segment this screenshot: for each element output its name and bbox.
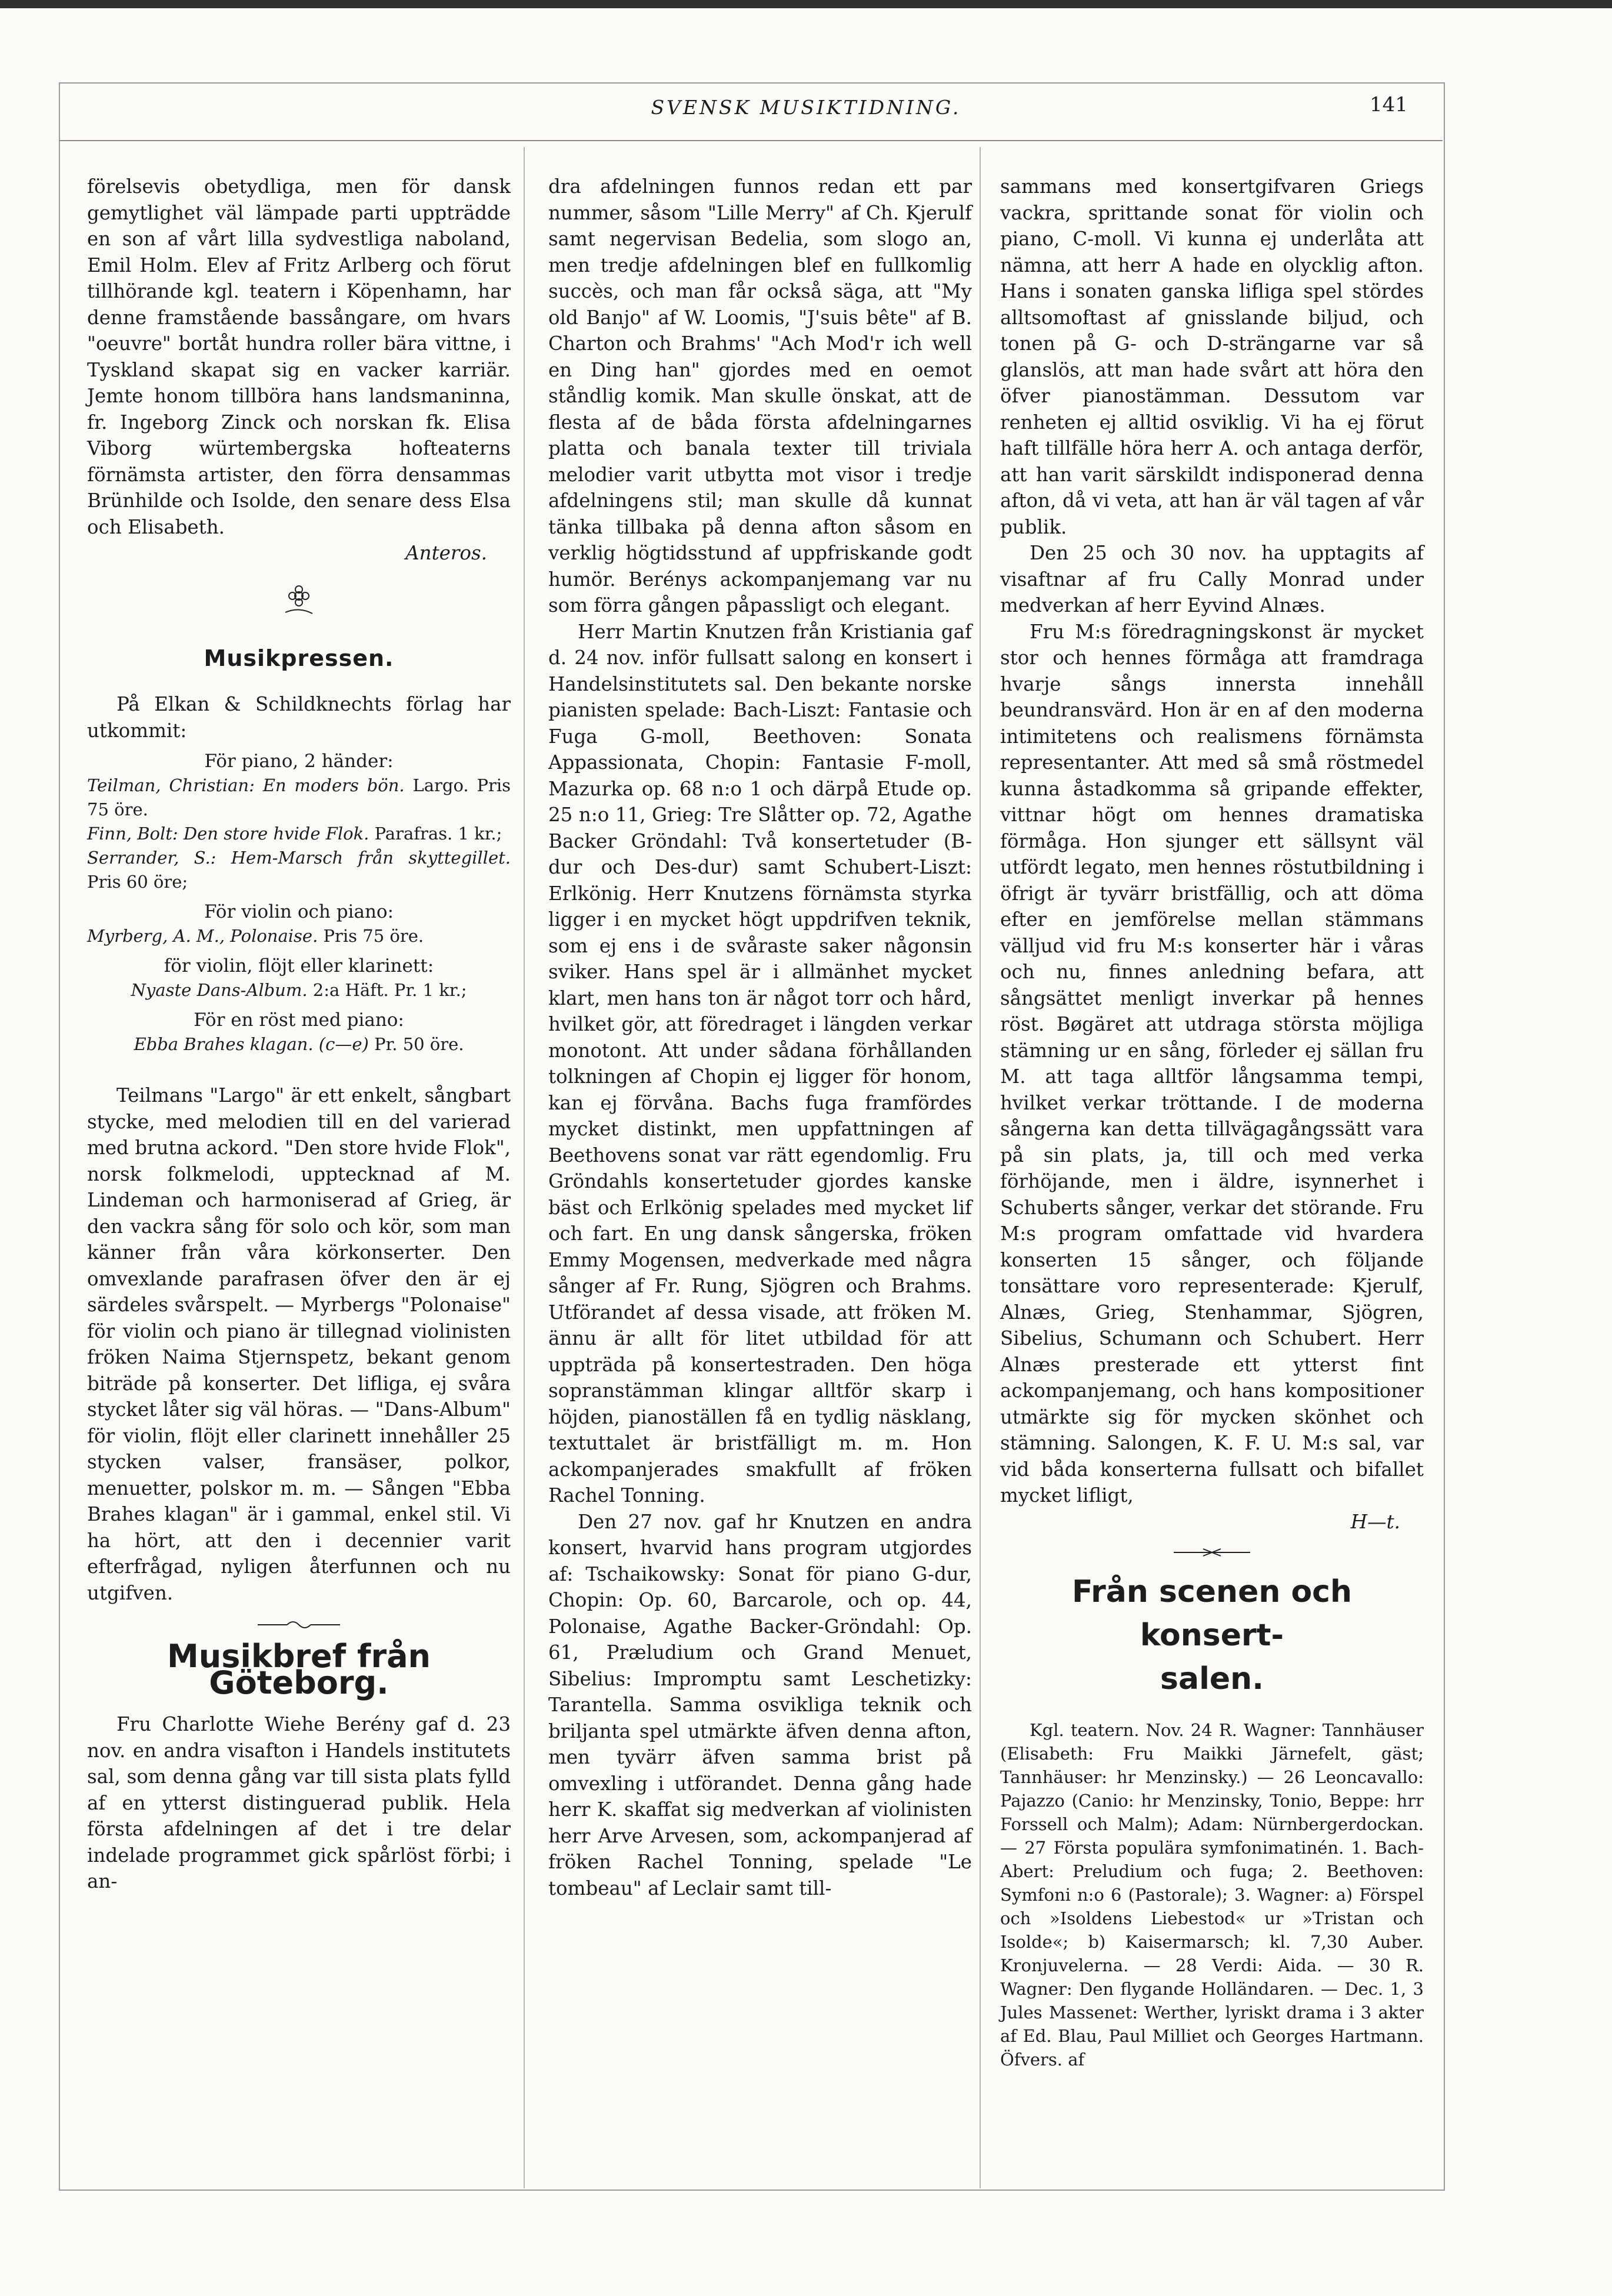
rule-ornament-icon — [1000, 1547, 1424, 1558]
catalog-entry: Myrberg, A. M., Polonaise. Pris 75 öre. — [87, 926, 424, 946]
catalog-heading: För piano, 2 händer: — [204, 751, 394, 772]
paragraph: Herr Martin Knutzen från Kristiania gaf d. 24 nov. inför fullsatt salong en konsert i Handelsinstitutets sal. Den bekante norske pianisten spelade: Bach-Liszt: Fantasie och Fuga G-moll, Beethoven: Sonata Appassionata, Chopin: Fantasie F-moll, Mazurka op. 68 n:o 1 och därpå Etude op. 25 n:o 11, Grieg: Tre Slåtter op. 72, Agathe Backer Gröndahl: Två konsertetuder (B-dur och Des-dur) samt Schubert-Liszt: Erlkönig. Herr Knutzens förnämsta styrka ligger i en mycket högt uppdrifven teknik, som ej ens i de svåraste saker någonsin sviker. Hans spel är i allmänhet mycket klart, men hans ton är något torr och hård, hvilket gör, att föredraget i längden verkar monotont. Att under sådana förhållanden tolkningen af Chopin ej ligger för honom, kan ej förvåna. Bachs fuga framfördes mycket distinkt, men uppfattningen af Beethovens sonat var rätt egendomlig. Fru Gröndahls konsertetuder gjordes kanske bäst och Erlkönig spelades med mycket lif och fart. En ung dansk sångerska, fröken Emmy Mogensen, medverkade med några sånger af Fr. Rung, Sjögren och Brahms. Utförandet af dessa visade, att fröken M. ännu är allt för litet utbildad för att uppträda på konsertestraden. Den höga sopranstämman klingar alltför skarp i höjden, pianoställen få en tydlig näsklang, textuttalet är bristfälligt m. m. Hon ackompanjerades smakfullt af fröken Rachel Tonning. — [548, 620, 972, 1507]
section-title-line: salen. — [1160, 1661, 1264, 1697]
paragraph: dra afdelningen funnos redan ett par nummer, såsom "Lille Merry" af Ch. Kjerulf samt negervisan Bedelia, som slogo an, men tredje afdelningen blef en fullkomlig succès, och man får också säga, att "My old Banjo" af W. Loomis, "J'suis bête" af B. Charton och Brahms' "Ach Mod'r ich well en Ding han" gjordes med en oemot ståndlig komik. Man skulle önskat, att de flesta af de båda första afdelningarnes platta och banala texter till triviala melodier varit utbytta mot visor i tredje afdelningens stil; man skulle då kunnat tänka tillbaka på denna afton såsom en verklig högtidsstund af uppfriskande godt humör. Berénys ackompanjemang var nu som förra gången påpassligt och elegant. — [548, 175, 972, 617]
catalog-entry: Serrander, S.: Hem-Marsch från skyttegillet. Pris 60 öre; — [87, 848, 511, 892]
publication-list — [87, 749, 511, 1057]
paragraph: förelsevis obetydliga, men för dansk gemytlighet väl lämpade parti uppträdde en son af vårt lilla sydvestliga naboland, Emil Holm. Elev af Fritz Arlberg och förut tillhörande kgl. teatern i Köpenhamn, har denne framstående bassångare, om hvars "oeuvre" bortåt hundra roller bära vittne, i Tyskland skapat sig en vacker karriär. Jemte honom tillböra hans landsmaninna, fr. Ingeborg Zinck och norskan fk. Elisa Viborg würtembergska hofteaterns förnämsta artister, den förra densammas Brünhilde och Isolde, den senare dess Elsa och Elisabeth. — [87, 175, 511, 538]
column-2 — [548, 174, 972, 1901]
catalog-entry: Teilman, Christian: En moders bön. Largo. Pris 75 öre. — [87, 775, 511, 819]
section-title-line: Från scenen och konsert- — [1071, 1574, 1353, 1653]
catalog-heading: för violin, flöjt eller klarinett: — [164, 955, 434, 977]
catalog-entry: Finn, Bolt: Den store hvide Flok. Parafras. 1 kr.; — [87, 824, 502, 844]
catalog-entry: Nyaste Dans-Album. 2:a Häft. Pr. 1 kr.; — [131, 980, 467, 1000]
scroll-ornament-icon — [87, 1618, 511, 1632]
flower-ornament-icon — [87, 578, 511, 619]
page-number: 141 — [1370, 93, 1408, 116]
column-rule-1 — [524, 147, 525, 2188]
catalog-entry: Ebba Brahes klagan. (c—e) Pr. 50 öre. — [134, 1034, 464, 1054]
paragraph: Den 27 nov. gaf hr Knutzen en andra konsert, hvarvid hans program utgjordes af: Tschaikowsky: Sonat för piano G-dur, Chopin: Op. 60, Barcarole, och op. 44, Polonaise, Agathe Backer-Gröndahl: Op. 61, Præludium och Grand Menuet, Sibelius: Impromptu samt Leschetizky: Tarantella. Samma osvikliga teknik och briljanta spel utmärkte äfven denna afton, men tyvärr äfven samma brist på omvexling i utförandet. Denna gång hade herr K. skaffat sig medverkan af violinisten herr Arve Arvesen, som, ackompanjerad af fröken Rachel Tonning, spelade "Le tombeau" af Leclair samt till- — [548, 1510, 972, 1900]
scan-top-edge — [0, 0, 1612, 8]
paragraph: sammans med konsertgifvaren Griegs vackra, sprittande sonat för violin och piano, C-moll. Vi kunna ej underlåta att nämna, att herr A hade en olycklig afton. Hans i sonaten ganska lifliga spel stördes alltsomoftast af gnisslande biljud, och tonen på G- och D-strängarne var så glanslös, att man hade svårt att höra den öfver pianostämman. Dessutom var renheten ej alltid osviklig. Vi ha ej förut haft tillfälle höra herr A. och antaga derför, att han varit särskildt indisponerad denna afton, då vi veta, att han är väl tagen af vår publik. — [1000, 175, 1424, 538]
section-title-musikpressen: Musikpressen. — [204, 645, 394, 671]
paragraph: Fru M:s föredragningskonst är mycket stor och hennes förmåga att framdraga hvarje sångs innersta innehåll beundransvärd. Hon är en af den moderna intimitetens och realismens förnämsta representanter. Att med så små röstmedel kunna åstadkomma så gripande effekter, vittnar högt om hennes dramatiska förmåga. Hon sjunger ett sällsynt väl utfördt legato, men hennes röstutbildning i öfrigt är tyvärr bristfällig, och att döma efter en jemförelse mellan stämmans välljud vid fru M:s konserter här i våras och nu, finnes anledning befara, att sångsättet menligt inverkar på hennes röst. Bøgäret att utdraga största möjliga stämning ur en sång, förleder ej sällan fru M. att taga alltför långsamma tempi, hvilket verkar tröttande. I de moderna sångerna kan detta tillvägagångssätt vara på sin plats, ja, till och med verka förhöjande, men i äldre, isynnerhet i Schuberts sånger, verkar det störande. Fru M:s program omfattade vid hvardera konserten 15 sånger, och följande tonsättare voro representerade: Kjerulf, Alnæs, Grieg, Stenhammar, Sjögren, Sibelius, Schumann och Schubert. Herr Alnæs presterade ett ytterst fint ackompanjemang, och hans kompositioner utmärkte sig för mycken skönhet och stämning. Salongen, K. F. U. M:s sal, var vid båda konserterna fullsatt och bifallet mycket lifligt, — [1000, 620, 1424, 1507]
column-1 — [87, 174, 511, 1895]
signature-ht: H—t. — [1350, 1510, 1400, 1533]
catalog-heading: För violin och piano: — [204, 901, 394, 922]
running-title: SVENSK MUSIKTIDNING. — [651, 96, 961, 119]
section-title-fran-scenen — [1000, 1570, 1424, 1701]
section-title-musikbref: Musikbref från Göteborg. — [167, 1638, 431, 1701]
column-3 — [1000, 174, 1424, 2071]
paragraph: Fru Charlotte Wiehe Berény gaf d. 23 nov. en andra visafton i Handels institutets sal, som denna gång var till sista plats fylld af en ytterst distinguerad publik. Hela första afdelningen af det i tre delar indelade programmet gick spårlöst förbi; i an- — [87, 1713, 511, 1892]
header-rule — [59, 140, 1443, 141]
column-rule-2 — [980, 147, 981, 2188]
paragraph: Den 25 och 30 nov. ha upptagits af visaftnar af fru Cally Monrad under medverkan af herr Eyvind Alnæs. — [1000, 542, 1424, 617]
signature-anteros: Anteros. — [405, 542, 487, 564]
catalog-heading: För en röst med piano: — [194, 1009, 404, 1031]
paragraph: Teilmans "Largo" är ett enkelt, sångbart stycke, med melodien till en del varierad med brutna ackord. "Den store hvide Flok", norsk folkmelodi, upptecknad af M. Lindeman och harmoniserad af Grieg, är den vackra sång för solo och kör, som man känner från våra körkonserter. Den omvexlande parafrasen öfver den är ej särdeles svårspelt. — Myrbergs "Polonaise" för violin och piano är tillegnad violinisten fröken Naima Stjernspetz, bekant genom biträde på konserter. Det lifliga, ej svåra stycket låter sig väl höras. — "Dans-Album" för violin, flöjt eller clarinett innehåller 25 stycken valser, fransäser, polkor, menuetter, polskor m. m. — Sången "Ebba Brahes klagan" är i gammal, enkel stil. Vi ha hört, att den i decennier varit efterfrågad, nyligen återfunnen och nu utgifven. — [87, 1084, 511, 1604]
paragraph: Kgl. teatern. Nov. 24 R. Wagner: Tannhäuser (Elisabeth: Fru Maikki Järnefelt, gäst; Tannhäuser: hr Menzinsky.) — 26 Leoncavallo: Pajazzo (Canio: hr Menzinsky, Tonio, Beppe: hrr Forssell och Malm); Adam: Nürnbergerdockan. — 27 Första populära symfonimatinén. 1. Bach-Abert: Preludium och fuga; 2. Beethoven: Symfoni n:o 6 (Pastorale); 3. Wagner: a) Förspel och »Isoldens Liebestod« ur »Tristan och Isolde«; b) Kaisermarsch; kl. 7,30 Auber. Kronjuvelerna. — 28 Verdi: Aida. — 30 R. Wagner: Den flygande Holländaren. — Dec. 1, 3 Jules Massenet: Werther, lyriskt drama i 3 akter af Ed. Blau, Paul Milliet och Georges Hartmann. Öfvers. af — [1000, 1720, 1424, 2070]
press-intro: På Elkan & Schildknechts förlag har utkommit: — [87, 693, 511, 742]
